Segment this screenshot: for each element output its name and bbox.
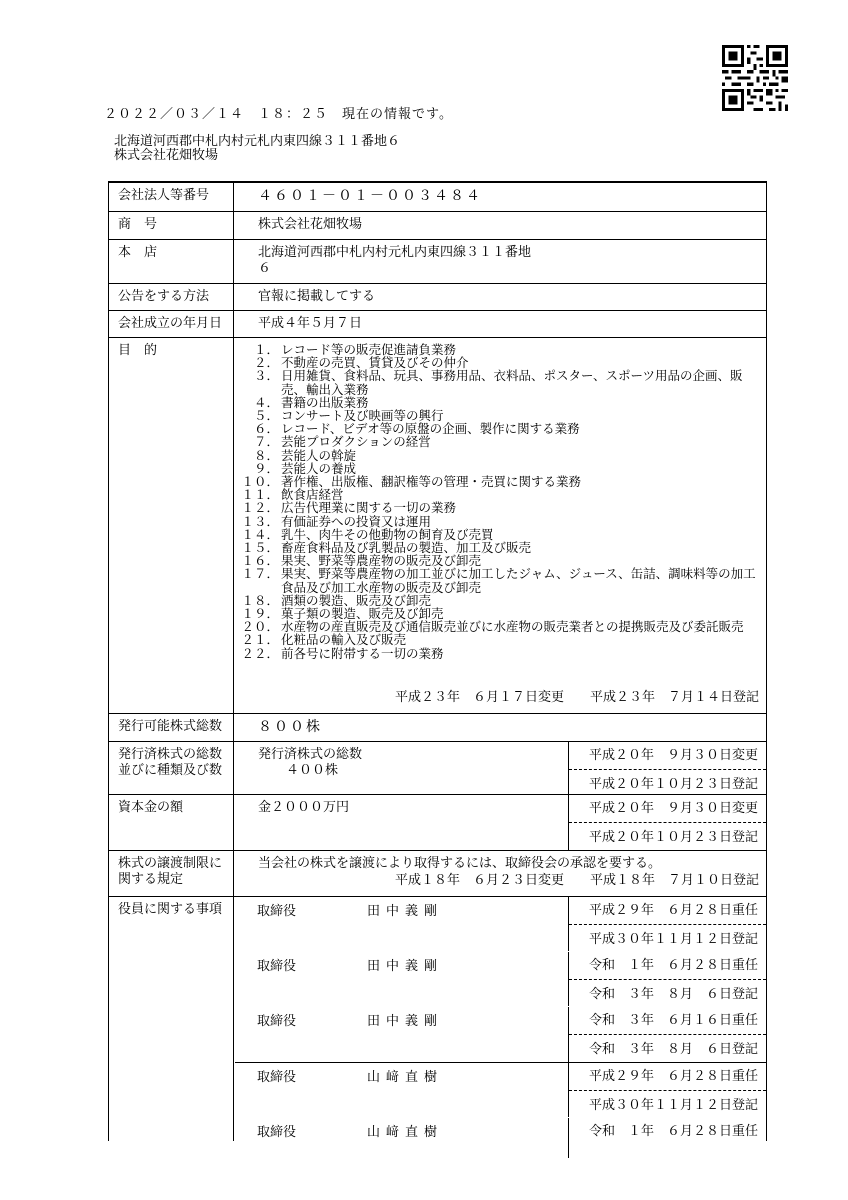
- officer-reappointed-date: 令和 １年 ６月２８日重任: [588, 1124, 758, 1139]
- head-office-line1: 北海道河西郡中札内村元札内東四線３１１番地: [258, 245, 532, 260]
- row-label: 商 号: [109, 212, 234, 239]
- capital-history: [568, 795, 766, 850]
- officer-name: 山﨑直樹: [367, 1125, 444, 1140]
- capital-changed-date: 平成２０年 ９月３０日変更: [588, 801, 758, 816]
- issued-shares-history: [568, 742, 766, 794]
- row-transfer-restriction: [109, 851, 766, 897]
- purpose-item: [235, 369, 760, 395]
- purpose-item-number: １７．: [241, 566, 279, 582]
- row-founded: [109, 311, 766, 338]
- purpose-item-text: 菓子類の製造、販売及び卸売: [281, 606, 444, 622]
- officer-reappointed-date: 平成２９年 ６月２８日重任: [588, 1069, 758, 1084]
- purpose-item-number: １２．: [241, 500, 279, 516]
- transfer-change-note: 平成１８年 ６月２３日変更 平成１８年 ７月１０日登記: [394, 873, 759, 888]
- purpose-item-number: ８．: [253, 447, 279, 463]
- officer-entry: [235, 897, 766, 951]
- purpose-item-number: ２．: [253, 355, 279, 371]
- purpose-item-number: １０．: [241, 474, 279, 490]
- purpose-item-number: １６．: [241, 553, 279, 569]
- row-label: 本 店: [109, 240, 234, 283]
- header-address: 北海道河西郡中札内村元札内東四線３１１番地６: [114, 134, 401, 149]
- notice-value: 官報に掲載してする: [258, 289, 376, 304]
- purpose-item-number: ９．: [253, 460, 279, 476]
- purpose-item-text: 畜産食料品及び乳製品の製造、加工及び販売: [281, 540, 532, 556]
- row-notice-method: [109, 284, 766, 311]
- purpose-item-number: １５．: [241, 540, 279, 556]
- purpose-item-text: 芸能人の斡旋: [281, 447, 357, 463]
- corp-number-value: ４６０１－０１－００３４８４: [258, 188, 482, 204]
- purpose-item-number: ６．: [253, 421, 279, 437]
- transfer-label-line2: 関する規定: [118, 872, 184, 887]
- purpose-item-text: 果実、野菜等農産物の販売及び卸売: [281, 553, 482, 569]
- officer-history: [568, 1007, 766, 1062]
- purpose-item-number: １１．: [241, 487, 279, 503]
- officer-name: 田中義剛: [367, 959, 444, 974]
- officer-history: [568, 952, 766, 1006]
- officer-entry: [235, 1063, 766, 1117]
- purpose-item-number: １３．: [241, 513, 279, 529]
- issued-shares-count: ４００株: [286, 763, 339, 778]
- transfer-label-line1: 株式の譲渡制限に: [118, 856, 223, 871]
- purpose-item-text: 書籍の出版業務: [281, 394, 369, 410]
- issued-label-line2: 並びに種類及び数: [118, 763, 223, 778]
- officer-title: 取締役: [257, 904, 297, 919]
- purpose-item-text: 水産物の産直販売及び通信販売並びに水産物の販売業者との提携販売及び委託販売: [281, 619, 744, 635]
- purpose-item-text: 飲食店経営: [281, 487, 344, 503]
- purpose-item-number: ５．: [253, 408, 279, 424]
- row-label: 役員に関する事項: [109, 897, 234, 1141]
- issued-changed-date: 平成２０年 ９月３０日変更: [588, 748, 758, 763]
- purpose-item-text: 乳牛、肉牛その他動物の飼育及び売買: [281, 526, 494, 542]
- purpose-item-text: 著作権、出版権、翻訳権等の管理・売買に関する業務: [281, 474, 582, 490]
- officer-reappointed-date: 令和 ３年 ６月１６日重任: [588, 1013, 758, 1028]
- purpose-item-text: 広告代理業に関する一切の業務: [281, 500, 457, 516]
- purpose-item: [235, 501, 760, 514]
- officer-registered-date: 平成３０年１１月１２日登記: [588, 932, 758, 947]
- registry-table: [108, 181, 767, 1141]
- row-label: [109, 851, 234, 896]
- purpose-item-text: レコード等の販売促進請負業務: [281, 342, 457, 357]
- purpose-item: [235, 449, 760, 462]
- row-label: 資本金の額: [109, 795, 234, 850]
- officer-history: [568, 1063, 766, 1117]
- header-company: 株式会社花畑牧場: [114, 148, 219, 163]
- officer-reappointed-date: 平成２９年 ６月２８日重任: [588, 903, 758, 918]
- purpose-item: [235, 435, 760, 448]
- row-corp-number: [109, 183, 766, 212]
- purpose-item-text: 有価証券への投資又は運用: [281, 513, 432, 529]
- row-head-office: [109, 240, 766, 284]
- founded-value: 平成４年５月７日: [258, 316, 363, 331]
- officer-name: 田中義剛: [367, 904, 444, 919]
- capital-registered-date: 平成２０年１０月２３日登記: [588, 830, 758, 845]
- officer-title: 取締役: [257, 1125, 297, 1140]
- purpose-item-text: 酒類の製造、販売及び卸売: [281, 592, 432, 608]
- officer-title: 取締役: [257, 1070, 297, 1085]
- purpose-item-number: ２１．: [241, 632, 279, 648]
- officer-history: [568, 897, 766, 951]
- trade-name-value: 株式会社花畑牧場: [258, 217, 363, 232]
- capital-value: 金２０００万円: [258, 800, 350, 815]
- purpose-item: [235, 515, 760, 528]
- row-officers: [109, 897, 766, 1141]
- officer-reappointed-date: 令和 １年 ６月２８日重任: [588, 958, 758, 973]
- issued-shares-title: 発行済株式の総数: [258, 747, 363, 762]
- officer-title: 取締役: [257, 959, 297, 974]
- row-label: 会社成立の年月日: [109, 311, 234, 337]
- purpose-item-text: 日用雑貨、食料品、玩具、事務用品、衣料品、ポスター、スポーツ用品の企画、販売、輸出入業務: [281, 368, 743, 397]
- purpose-item-number: ３．: [253, 368, 279, 384]
- row-trade-name: [109, 212, 766, 240]
- purpose-item-text: 芸能人の養成: [281, 460, 357, 476]
- purpose-item: [235, 647, 760, 660]
- transfer-value: 当会社の株式を譲渡により取得するには、取締役会の承認を要する。: [258, 856, 662, 871]
- purpose-item-text: 不動産の売買、賃貸及びその仲介: [281, 355, 469, 371]
- qr-code-icon: [722, 45, 788, 111]
- row-label: 公告をする方法: [109, 284, 234, 310]
- row-label: 発行可能株式総数: [109, 714, 234, 741]
- issued-registered-date: 平成２０年１０月２３日登記: [588, 777, 758, 792]
- row-capital: [109, 795, 766, 851]
- issued-label-line1: 発行済株式の総数: [118, 747, 223, 762]
- purpose-item: [235, 567, 760, 593]
- row-label: 目 的: [109, 338, 234, 713]
- officer-title: 取締役: [257, 1014, 297, 1029]
- row-purpose: [109, 338, 766, 714]
- officer-registered-date: 平成３０年１１月１２日登記: [588, 1098, 758, 1113]
- purpose-item-number: ７．: [253, 434, 279, 450]
- purpose-item-number: １８．: [241, 592, 279, 608]
- head-office-line2: ６: [258, 261, 272, 276]
- timestamp: ２０２２／０３／１４ １８：２５ 現在の情報です。: [104, 107, 453, 122]
- row-issued-shares: [109, 742, 766, 795]
- purpose-item-number: ４．: [253, 394, 279, 410]
- purpose-item-number: １．: [253, 342, 279, 357]
- purpose-item-text: 前各号に附帯する一切の業務: [281, 645, 444, 661]
- officer-entry: [235, 952, 766, 1006]
- officer-name: 田中義剛: [367, 1014, 444, 1029]
- issued-shares-value: [258, 747, 362, 779]
- officer-registered-date: 令和 ３年 ８月 ６日登記: [588, 1042, 758, 1057]
- purpose-item-text: 果実、野菜等農産物の加工並びに加工したジャム、ジュース、缶詰、調味料等の加工食品及び加工水産物の販売及び卸売: [281, 566, 756, 595]
- purpose-item-number: ２２．: [241, 645, 279, 661]
- officer-history: [568, 1118, 766, 1158]
- purpose-item-number: １４．: [241, 526, 279, 542]
- purpose-item-number: １９．: [241, 606, 279, 622]
- officer-entry: [235, 1118, 766, 1158]
- purpose-list: [235, 343, 760, 660]
- head-office-value: [258, 245, 531, 277]
- purpose-item-text: 芸能プロダクションの経営: [281, 434, 431, 450]
- authorized-shares-value: ８００株: [258, 719, 322, 735]
- row-label: 会社法人等番号: [109, 183, 234, 211]
- purpose-item: [235, 633, 760, 646]
- purpose-item-number: ２０．: [241, 619, 279, 635]
- officer-name: 山﨑直樹: [367, 1070, 444, 1085]
- row-label: [109, 742, 234, 794]
- officer-entry: [235, 1007, 766, 1063]
- officer-registered-date: 令和 ３年 ８月 ６日登記: [588, 987, 758, 1002]
- purpose-change-note: 平成２３年 ６月１７日変更 平成２３年 ７月１４日登記: [394, 690, 759, 705]
- purpose-item-text: レコード、ビデオ等の原盤の企画、製作に関する業務: [281, 421, 580, 437]
- row-authorized-shares: [109, 714, 766, 742]
- purpose-item-text: コンサート及び映画等の興行: [281, 408, 444, 424]
- purpose-item-text: 化粧品の輸入及び販売: [281, 632, 407, 648]
